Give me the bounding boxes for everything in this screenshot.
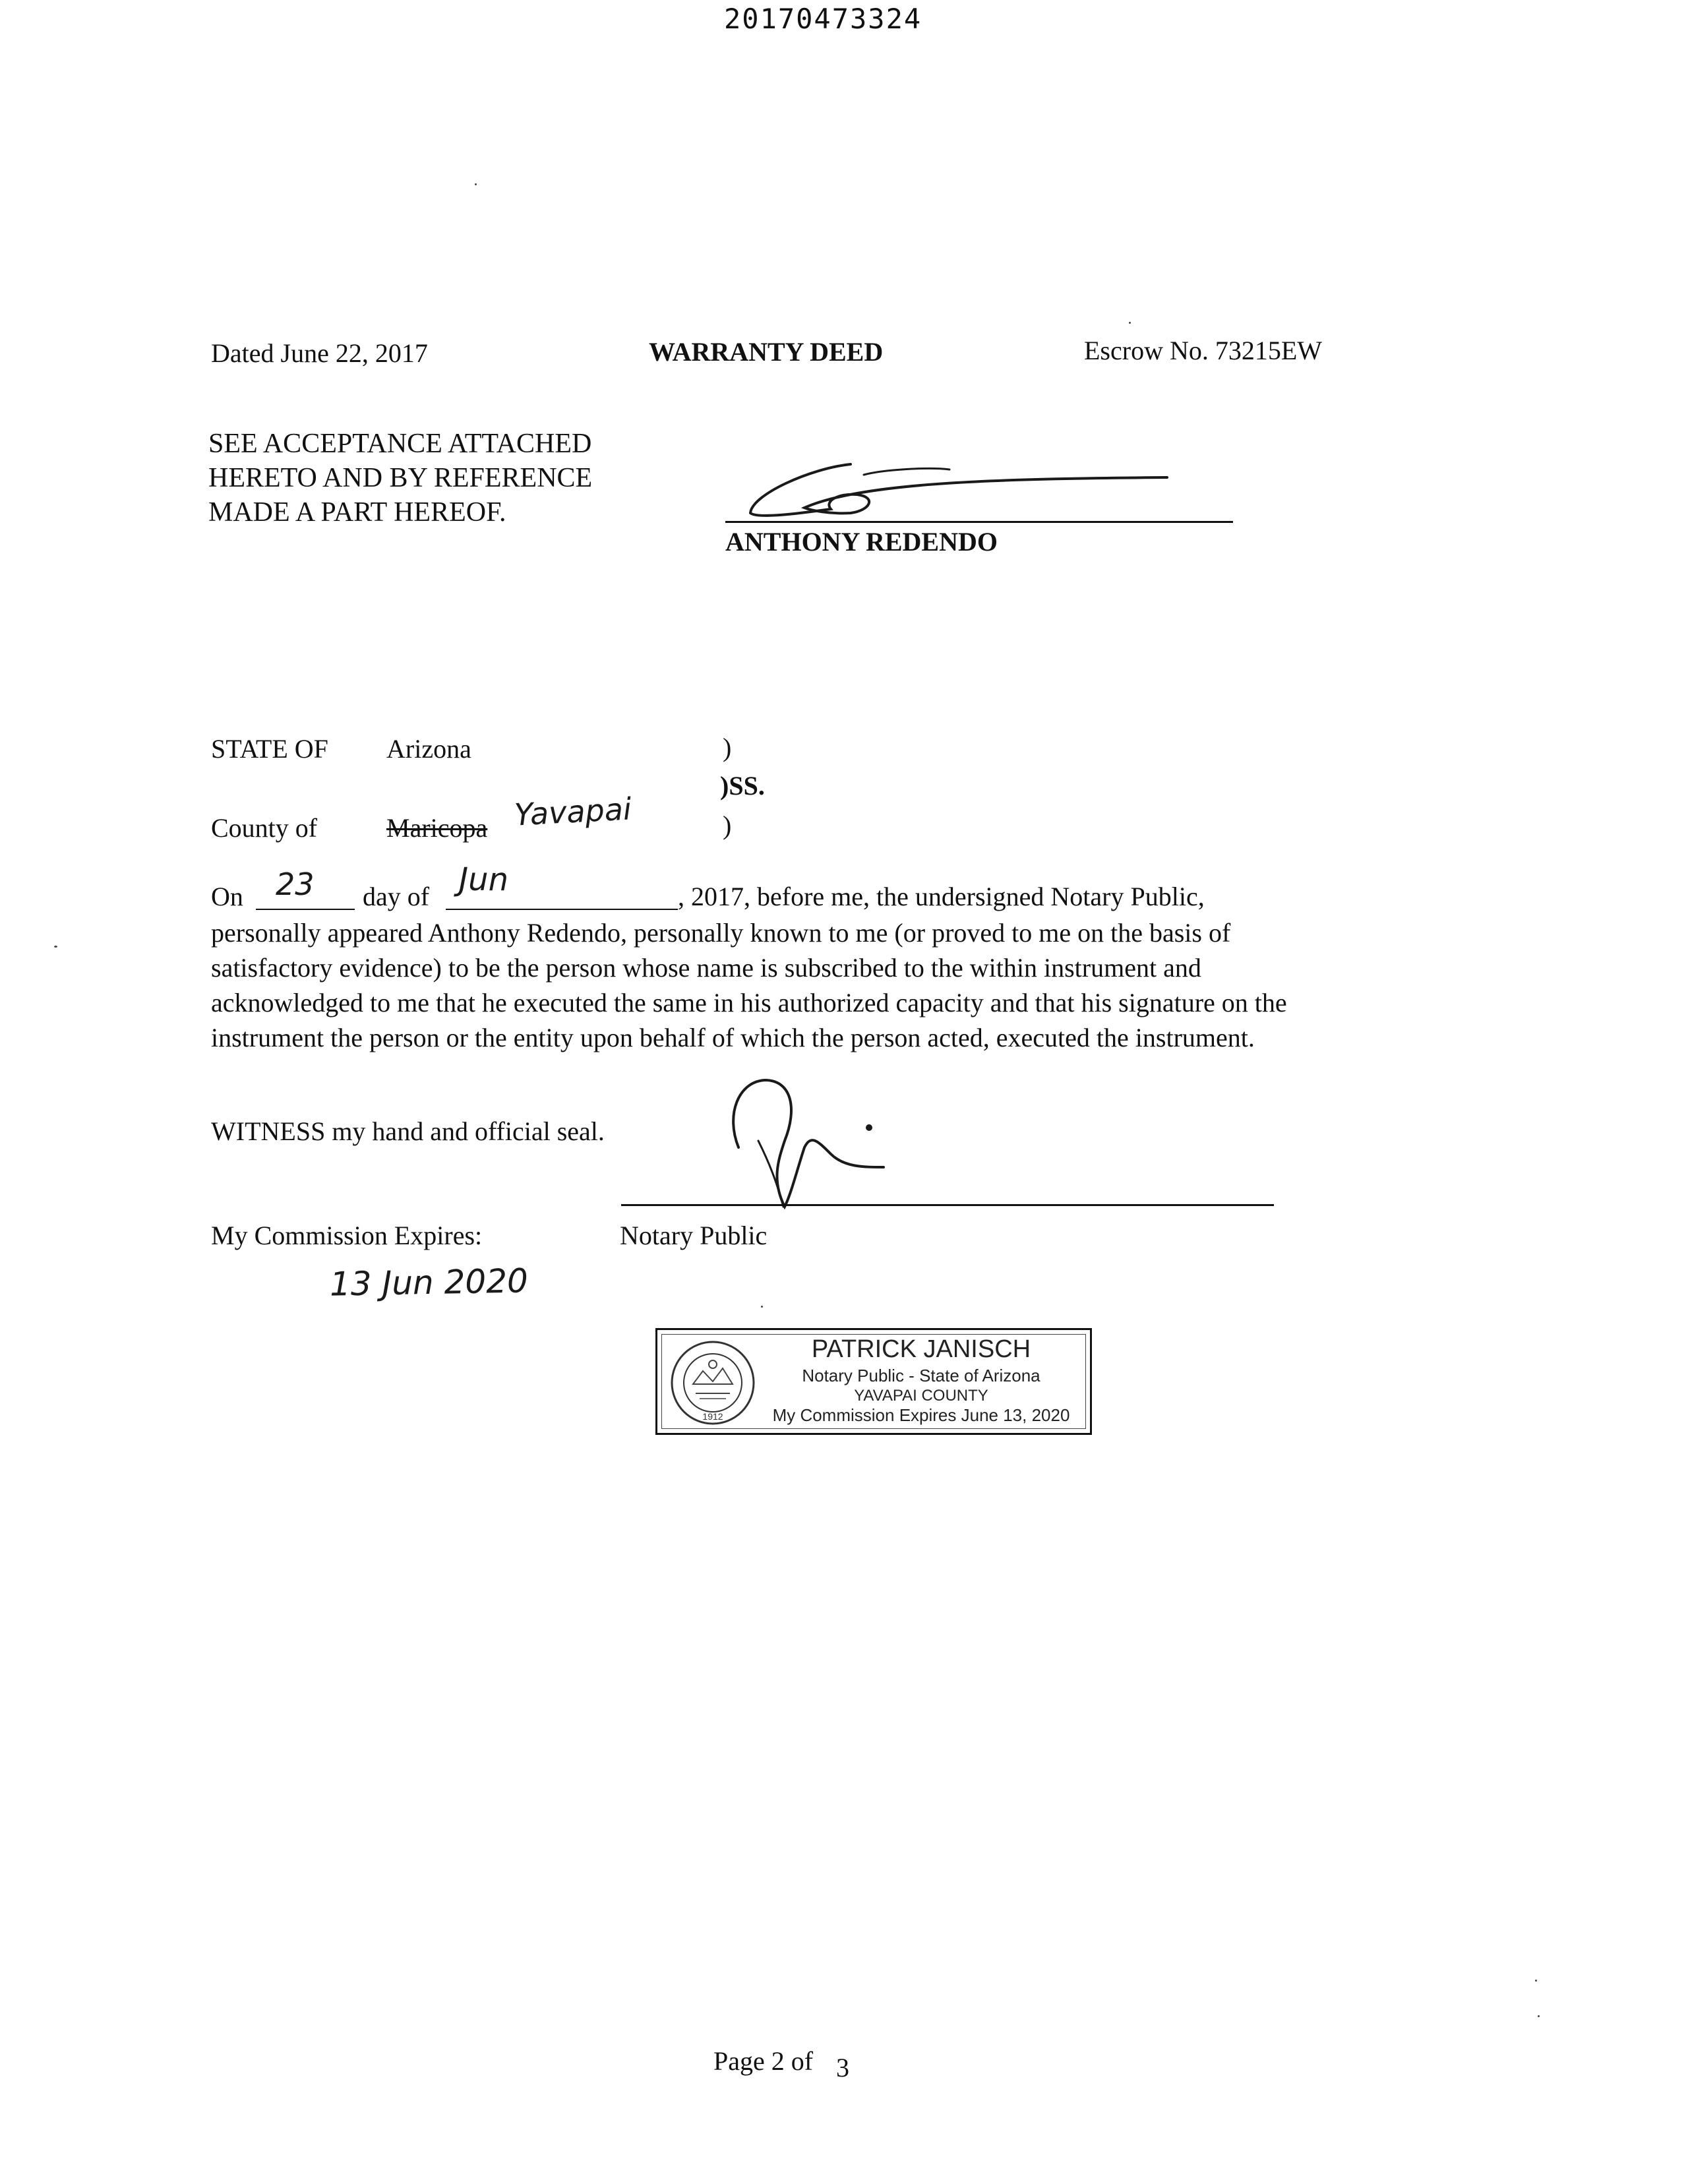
notary-stamp: [655, 1328, 1092, 1435]
acceptance-line-3: MADE A PART HEREOF.: [208, 497, 506, 528]
notary-signature-line: [621, 1204, 1274, 1206]
dated-line: Dated June 22, 2017: [211, 338, 428, 368]
grantor-signature-line: [725, 521, 1233, 523]
stamp-expiration: My Commission Expires June 13, 2020: [772, 1405, 1070, 1425]
county-struck-value: Maricopa: [386, 813, 488, 843]
scan-speck: [1538, 2015, 1540, 2017]
document-title: WARRANTY DEED: [649, 337, 884, 367]
ack-on: On: [211, 882, 243, 911]
ack-day-blank: [256, 909, 355, 910]
scan-speck: [761, 1306, 763, 1308]
county-handwritten-value: Yavapai: [513, 791, 632, 833]
ack-day-of: day of: [363, 882, 430, 911]
venue-paren-bottom: ): [723, 810, 732, 840]
scan-speck: [54, 946, 57, 948]
scan-speck: [1535, 1980, 1537, 1982]
venue-ss: )SS.: [720, 771, 765, 801]
stamp-notary-title: Notary Public - State of Arizona: [802, 1366, 1040, 1385]
county-label: County of: [211, 813, 318, 843]
witness-text: WITNESS my hand and official seal.: [211, 1116, 605, 1146]
ack-body-text: personally appeared Anthony Redendo, personally known to me (or proved to me on the basis of satisfactory evidence) to be the person whose name is subscribed to the within instrument and acknowledged to me that he executed the same in his authorized capacity and that his signature on the instrument the person or the entity upon behalf of which the person acted, executed the instrument.: [211, 918, 1287, 1052]
acceptance-line-2: HERETO AND BY REFERENCE: [208, 463, 593, 493]
state-value: Arizona: [386, 734, 471, 764]
venue-paren-top: ): [723, 733, 732, 762]
acceptance-line-1: SEE ACCEPTANCE ATTACHED: [208, 429, 592, 459]
grantor-name: ANTHONY REDENDO: [725, 527, 998, 557]
ack-month-blank: [446, 909, 678, 910]
commission-expiry-handwritten: 13 Jun 2020: [329, 1261, 529, 1304]
document-number: 20170473324: [724, 3, 922, 35]
stamp-notary-name: PATRICK JANISCH: [811, 1335, 1031, 1363]
state-seal-icon: [667, 1338, 759, 1428]
page-total: 3: [836, 2053, 849, 2082]
scan-speck: [475, 183, 477, 185]
ack-month-handwritten: Jun: [459, 861, 508, 898]
seal-year: 1912: [702, 1411, 723, 1422]
ack-day-handwritten: 23: [276, 866, 315, 902]
grantor-signature: [732, 455, 1193, 528]
state-label: STATE OF: [211, 734, 328, 764]
notary-signature: [712, 1068, 897, 1220]
ack-body: [211, 915, 1352, 1055]
notary-label: Notary Public: [620, 1221, 768, 1250]
escrow-number: Escrow No. 73215EW: [1084, 336, 1323, 365]
ack-year-clause: , 2017, before me, the undersigned Notary Public,: [678, 882, 1205, 911]
scan-speck: [1129, 322, 1131, 324]
commission-label: My Commission Expires:: [211, 1221, 483, 1250]
page-indicator: Page 2 of: [713, 2046, 814, 2076]
stamp-county: YAVAPAI COUNTY: [854, 1387, 988, 1405]
